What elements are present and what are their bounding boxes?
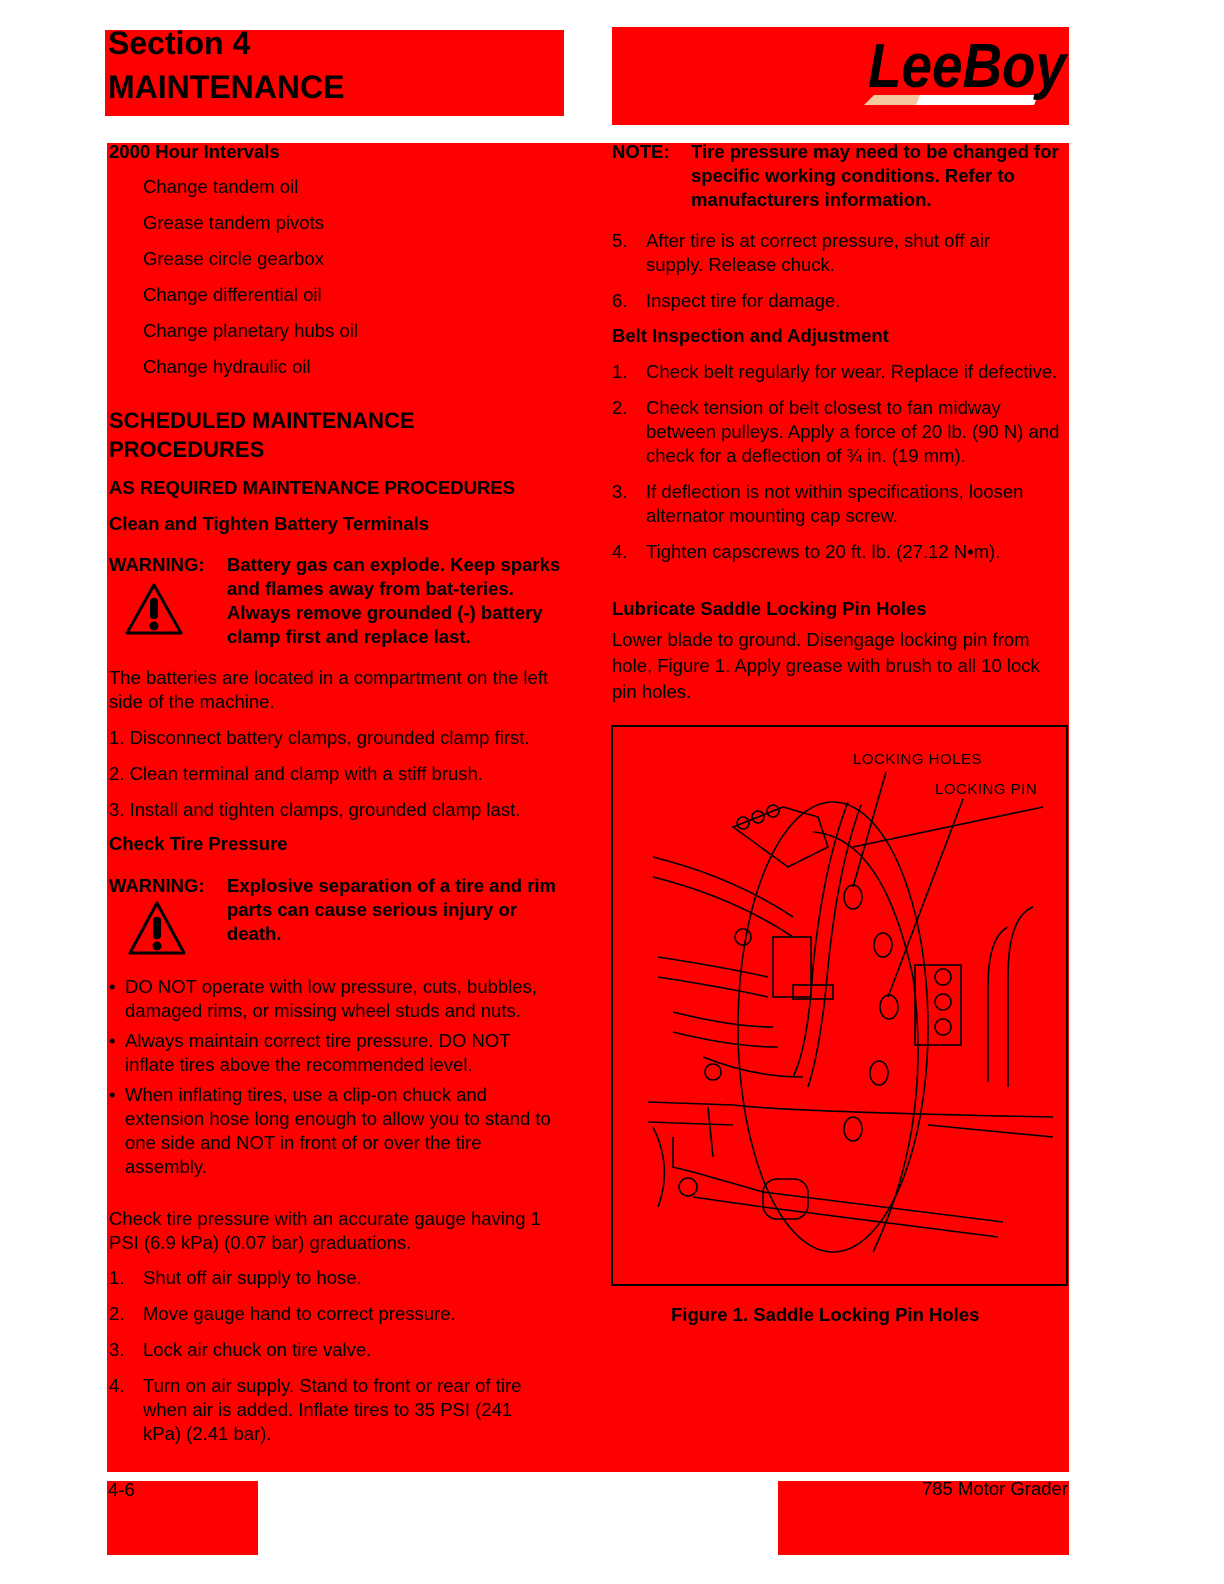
list-item: Change hydraulic oil bbox=[143, 356, 311, 377]
model-name: 785 Motor Grader bbox=[921, 1478, 1068, 1499]
list-item: 3. Install and tighten clamps, grounded clamp last. bbox=[109, 799, 521, 820]
lube-text: Lower blade to ground. Disengage locking pin from hole, Figure 1. Apply grease with brush to all 10 lock pin holes. bbox=[612, 629, 1040, 702]
as-required-heading: AS REQUIRED MAINTENANCE PROCEDURES bbox=[109, 477, 516, 498]
warning-label: WARNING: bbox=[109, 875, 205, 896]
list-item: 4. Tighten capscrews to 20 ft. lb. (27.12 N•m). bbox=[612, 541, 1001, 562]
logo-text: LeeBoy bbox=[868, 32, 1070, 101]
list-item: 1. Check belt regularly for wear. Replace if defective. bbox=[612, 361, 1058, 382]
warning-text: Battery gas can explode. Keep sparks and flames away from bat-teries. Always remove grounded (-) battery clamp first and replace last. bbox=[227, 554, 561, 647]
list-item: 2. Check tension of belt closest to fan midway between pulleys. Apply a force of 20 lb. (90 N) and check for a deflection of ¾ in. (19 mm). bbox=[612, 397, 1060, 466]
list-item: Grease circle gearbox bbox=[143, 248, 324, 269]
warning-text: Explosive separation of a tire and rim parts can cause serious injury or death. bbox=[227, 875, 556, 944]
list-item: 5. After tire is at correct pressure, shut off air supply. Release chuck. bbox=[612, 230, 991, 275]
tire-gauge-text: Check tire pressure with an accurate gauge having 1 PSI (6.9 kPa) (0.07 bar) graduations. bbox=[109, 1208, 541, 1253]
battery-heading: Clean and Tighten Battery Terminals bbox=[109, 513, 430, 534]
list-item: • When inflating tires, use a clip-on chuck and extension hose long enough to allow you to stand to one side and NOT in front of or over the tire assembly. bbox=[109, 1084, 551, 1177]
list-item: • DO NOT operate with low pressure, cuts, bubbles, damaged rims, or missing wheel studs and nuts. bbox=[109, 976, 537, 1021]
tire-bullets bbox=[109, 975, 564, 1179]
note-text: Tire pressure may need to be changed for specific working conditions. Refer to manufacturers information. bbox=[691, 141, 1059, 210]
list-item: 1. Disconnect battery clamps, grounded clamp first. bbox=[109, 727, 530, 748]
interval-list bbox=[143, 175, 358, 391]
tire-heading: Check Tire Pressure bbox=[109, 833, 288, 854]
list-item: Grease tandem pivots bbox=[143, 212, 324, 233]
warning-label: WARNING: bbox=[109, 554, 205, 575]
figure-saddle-locking bbox=[611, 725, 1068, 1286]
battery-intro: The batteries are located in a compartment on the left side of the machine. bbox=[109, 667, 549, 712]
note bbox=[612, 140, 1062, 212]
belt-heading: Belt Inspection and Adjustment bbox=[612, 325, 889, 346]
list-item: 6. Inspect tire for damage. bbox=[612, 290, 841, 311]
lube-heading: Lubricate Saddle Locking Pin Holes bbox=[612, 598, 927, 619]
list-item: 2. Move gauge hand to correct pressure. bbox=[109, 1303, 456, 1324]
list-item: Change differential oil bbox=[143, 284, 322, 305]
list-item: 2. Clean terminal and clamp with a stiff brush. bbox=[109, 763, 483, 784]
tire-steps bbox=[109, 1266, 539, 1446]
list-item: 4. Turn on air supply. Stand to front or rear of tire when air is added. Inflate tires to 35 PSI (241 kPa) (2.41 bar). bbox=[109, 1375, 522, 1444]
page-number: 4-6 bbox=[108, 1479, 135, 1500]
section-label: Section 4 bbox=[108, 25, 251, 61]
list-item: 3. Lock air chuck on tire valve. bbox=[109, 1339, 372, 1360]
list-item: 3. If deflection is not within specifications, loosen alternator mounting cap screw. bbox=[612, 481, 1024, 526]
battery-steps bbox=[109, 726, 530, 834]
warning-triangle-icon bbox=[124, 582, 184, 641]
leeboy-logo bbox=[860, 27, 1070, 109]
tire-steps-continued bbox=[612, 229, 1052, 313]
page-title: MAINTENANCE bbox=[108, 69, 345, 105]
list-item: 1. Shut off air supply to hose. bbox=[109, 1267, 362, 1288]
note-label: NOTE: bbox=[612, 141, 670, 162]
label-locking-holes: LOCKING HOLES bbox=[853, 751, 983, 768]
warning-triangle-icon bbox=[127, 900, 187, 961]
belt-steps bbox=[612, 360, 1062, 564]
interval-heading: 2000 Hour Intervals bbox=[109, 141, 280, 162]
list-item: Change tandem oil bbox=[143, 176, 299, 197]
list-item: Change planetary hubs oil bbox=[143, 320, 358, 341]
list-item: • Always maintain correct tire pressure. DO NOT inflate tires above the recommended level. bbox=[109, 1030, 511, 1075]
scheduled-heading: SCHEDULED MAINTENANCE PROCEDURES bbox=[109, 408, 415, 462]
figure-caption: Figure 1. Saddle Locking Pin Holes bbox=[671, 1304, 980, 1325]
label-locking-pin: LOCKING PIN bbox=[935, 781, 1038, 798]
